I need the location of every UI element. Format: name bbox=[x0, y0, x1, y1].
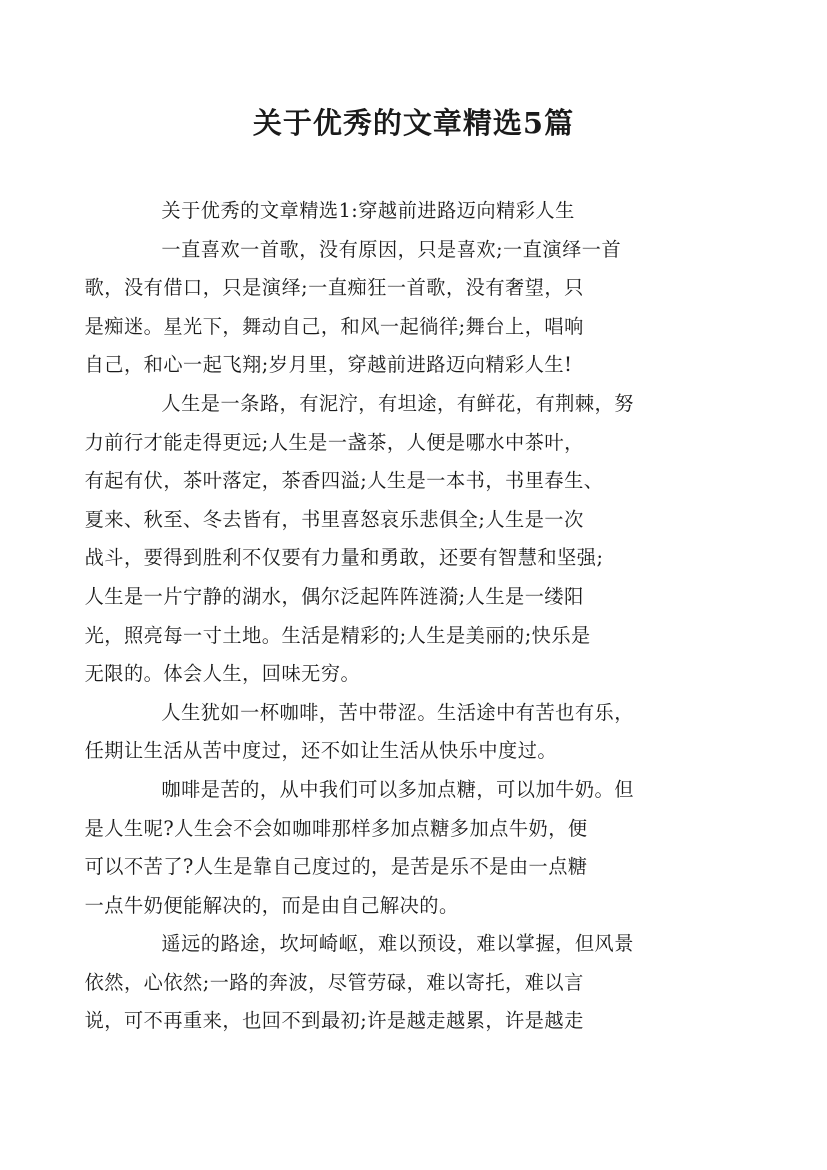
text-line: 咖啡是苦的，从中我们可以多加点糖，可以加牛奶。但 bbox=[161, 777, 634, 801]
text-line: 自己，和心一起飞翔;岁月里，穿越前进路迈向精彩人生! bbox=[84, 353, 573, 377]
text-line: 是人生呢?人生会不会如咖啡那样多加点糖多加点牛奶，便 bbox=[84, 816, 588, 840]
text-line: 歌，没有借口，只是演绎;一直痴狂一首歌，没有奢望，只 bbox=[84, 276, 584, 300]
text-line: 光，照亮每一寸土地。生活是精彩的;人生是美丽的;快乐是 bbox=[84, 623, 591, 647]
text-line: 一点牛奶便能解决的，而是由自己解决的。 bbox=[84, 893, 459, 917]
text-line: 任期让生活从苦中度过，还不如让生活从快乐中度过。 bbox=[84, 739, 558, 763]
text-line: 夏来、秋至、冬去皆有，书里喜怒哀乐悲俱全;人生是一次 bbox=[84, 507, 584, 531]
paragraph bbox=[123, 192, 707, 231]
text-line: 战斗，要得到胜利不仅要有力量和勇敢，还要有智慧和坚强; bbox=[84, 546, 604, 570]
text-line: 力前行才能走得更远;人生是一盏茶，人便是哪水中茶叶， bbox=[84, 430, 584, 454]
text-line: 人生是一片宁静的湖水，偶尔泛起阵阵涟漪;人生是一缕阳 bbox=[84, 584, 584, 608]
paragraph bbox=[84, 385, 707, 694]
text-line: 遥远的路途，坎坷崎岖，难以预设，难以掌握，但风景 bbox=[161, 932, 634, 956]
text-line: 人生犹如一杯咖啡，苦中带涩。生活途中有苦也有乐， bbox=[161, 700, 634, 724]
paragraph bbox=[84, 694, 707, 771]
text-line: 无限的。体会人生，回味无穷。 bbox=[84, 662, 361, 686]
paragraph bbox=[84, 771, 707, 925]
text-line: 有起有伏，茶叶落定，茶香四溢;人生是一本书，书里春生、 bbox=[84, 469, 604, 493]
paragraph bbox=[84, 231, 707, 385]
text-line: 是痴迷。星光下，舞动自己，和风一起徜徉;舞台上，唱响 bbox=[84, 314, 584, 338]
text-line: 依然，心依然;一路的奔波，尽管劳碌，难以寄托，难以言 bbox=[84, 970, 584, 994]
document-title: 关于优秀的文章精选5篇 bbox=[252, 106, 575, 140]
text-line: 一直喜欢一首歌，没有原因，只是喜欢;一直演绎一首 bbox=[161, 237, 622, 261]
text-line: 关于优秀的文章精选1:穿越前进路迈向精彩人生 bbox=[161, 199, 575, 222]
text-line: 说，可不再重来，也回不到最初;许是越走越累，许是越走 bbox=[84, 1009, 584, 1033]
document-body bbox=[84, 192, 707, 1041]
text-line: 人生是一条路，有泥泞，有坦途，有鲜花，有荆棘，努 bbox=[161, 391, 634, 415]
text-line: 可以不苦了?人生是靠自己度过的，是苦是乐不是由一点糖 bbox=[84, 855, 588, 879]
paragraph bbox=[84, 925, 707, 1041]
